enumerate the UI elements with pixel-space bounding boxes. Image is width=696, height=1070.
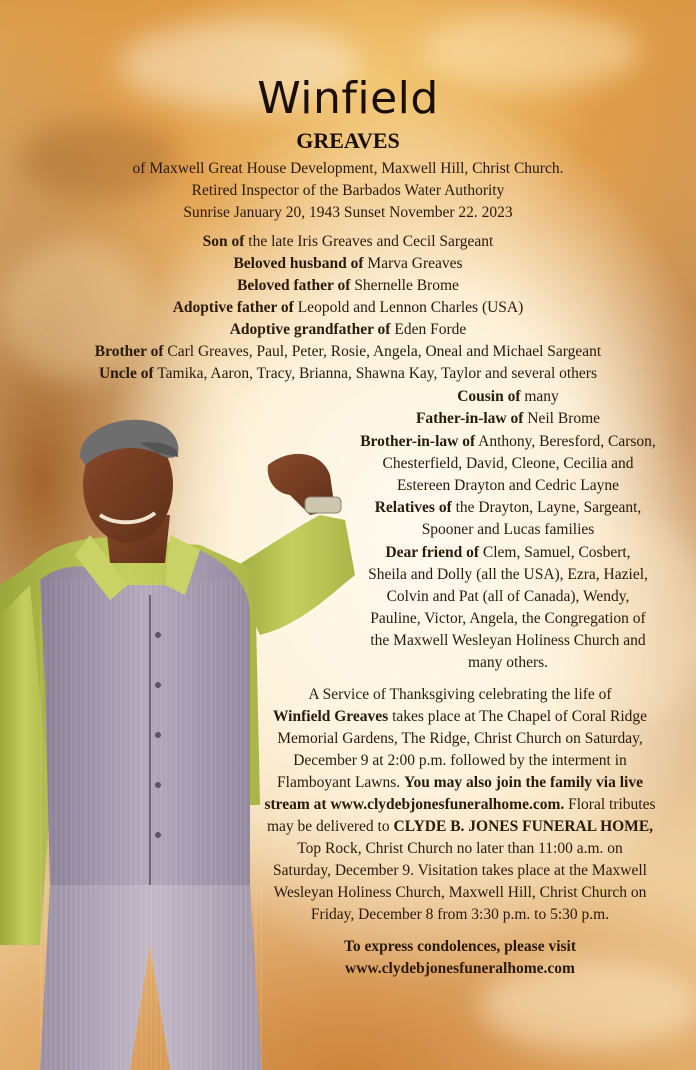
service-bold: CLYDE B. JONES FUNERAL HOME, (393, 818, 654, 835)
relation-label: Beloved father of (237, 277, 351, 294)
surname: GREAVES (296, 128, 400, 153)
service-line: Top Rock, Christ Church no later than 11:00 a.m. on (297, 840, 623, 857)
pants-stripes (40, 885, 262, 1070)
relation-text: Clem, Samuel, Cosbert, (479, 544, 631, 561)
relation-label: Dear friend of (385, 544, 479, 561)
vest-button (155, 832, 161, 838)
relation-text: Carl Greaves, Paul, Peter, Rosie, Angela, Oneal and Michael Sargeant (163, 343, 602, 360)
relation-line (0, 341, 696, 363)
relation-label: Cousin of (457, 388, 521, 405)
service-bold: You may also join the family via live (404, 774, 643, 791)
condolences-line: To express condolences, please visit (343, 938, 577, 955)
relation-text: Eden Forde (390, 321, 467, 338)
relation-line (330, 408, 686, 430)
dear-friend-line (330, 542, 686, 564)
relation-text: the Drayton, Layne, Sargeant, (451, 499, 642, 516)
service-text: may be delivered to (266, 818, 394, 835)
relation-label: Adoptive father of (172, 299, 294, 316)
vest-button (155, 682, 161, 688)
relation-text: Leopold and Lennon Charles (USA) (293, 299, 524, 316)
brother-in-law-line: Estereen Drayton and Cedric Layne (396, 477, 620, 494)
relation-label: Beloved husband of (233, 255, 364, 272)
relation-line (0, 253, 696, 275)
vest-button (155, 782, 161, 788)
relatives-line: Spooner and Lucas families (421, 521, 595, 538)
brother-in-law-line (330, 431, 686, 453)
relation-text: Shernelle Brome (350, 277, 459, 294)
portrait-photo (0, 385, 360, 1070)
dear-friend-line: Sheila and Dolly (all the USA), Ezra, Haziel, (368, 566, 648, 583)
service-line: Friday, December 8 from 3:30 p.m. to 5:30 p.m. (310, 906, 610, 923)
service-bold: stream at www.clydebjonesfuneralhome.com. (264, 796, 565, 813)
vest-button (155, 632, 161, 638)
relation-text: Neil Brome (523, 410, 601, 427)
dear-friend-line: Colvin and Pat (all of Canada), Wendy, (386, 588, 630, 605)
relation-text: many (520, 388, 559, 405)
brother-in-law-line: Chesterfield, David, Cleone, Cecilia and (382, 455, 634, 472)
occupation: Retired Inspector of the Barbados Water Authority (191, 182, 505, 199)
service-line: A Service of Thanksgiving celebrating the life of (308, 686, 612, 703)
relation-line (330, 386, 686, 408)
dear-friend-line: many others. (467, 654, 549, 671)
dear-friend-line: the Maxwell Wesleyan Holiness Church and (370, 632, 646, 649)
dear-friend-line: Pauline, Victor, Angela, the Congregation of (370, 610, 646, 627)
relation-line (0, 297, 696, 319)
relation-text: Anthony, Beresford, Carson, (475, 433, 656, 450)
relation-label: Brother of (94, 343, 164, 360)
relation-label: Son of (202, 233, 245, 250)
service-line: December 9 at 2:00 p.m. followed by the interment in (293, 752, 627, 769)
relation-line (0, 363, 696, 385)
relation-label: Brother-in-law of (360, 433, 476, 450)
service-line: Memorial Gardens, The Ridge, Christ Church on Saturday, (277, 730, 643, 747)
relation-label: Father-in-law of (415, 410, 524, 427)
wristwatch (305, 497, 341, 513)
address: of Maxwell Great House Development, Maxwell Hill, Christ Church. (132, 160, 564, 177)
relation-text: Marva Greaves (363, 255, 463, 272)
vest-button (155, 732, 161, 738)
vest-stripes (40, 580, 250, 900)
relation-line (0, 319, 696, 341)
life-dates: Sunrise January 20, 1943 Sunset November 22. 2023 (183, 204, 513, 221)
relation-label: Adoptive grandfather of (229, 321, 391, 338)
service-text: takes place at The Chapel of Coral Ridge (388, 708, 648, 725)
service-text: Flamboyant Lawns. (277, 774, 405, 791)
service-line: Saturday, December 9. Visitation takes place at the Maxwell (273, 862, 647, 879)
service-bold: Winfield Greaves (272, 708, 389, 725)
first-name: Winfield (257, 73, 439, 124)
condolences-link[interactable]: www.clydebjonesfuneralhome.com (345, 960, 575, 977)
relation-label: Relatives of (374, 499, 452, 516)
relation-line (0, 275, 696, 297)
relatives-line (330, 497, 686, 519)
relation-text: the late Iris Greaves and Cecil Sargeant (244, 233, 494, 250)
relation-line (0, 231, 696, 253)
relation-label: Uncle of (98, 365, 154, 382)
service-text: Floral tributes (564, 796, 656, 813)
relation-text: Tamika, Aaron, Tracy, Brianna, Shawna Kay, Taylor and several others (153, 365, 598, 382)
service-line: Wesleyan Holiness Church, Maxwell Hill, Christ Church on (273, 884, 647, 901)
